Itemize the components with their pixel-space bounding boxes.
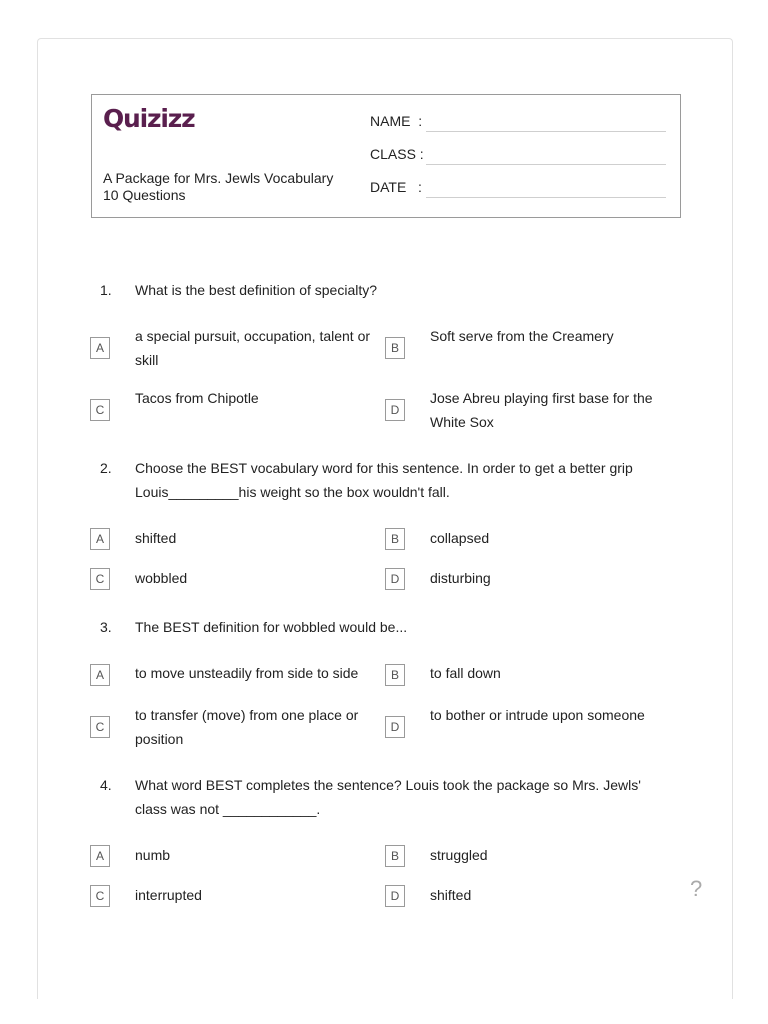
question-number: 2. [100, 460, 112, 476]
option-letter-c: C [90, 716, 110, 738]
question-number: 3. [100, 619, 112, 635]
option-text: shifted [135, 530, 177, 546]
option-letter-b: B [385, 337, 405, 359]
option-text: to transfer (move) from one place or position [135, 707, 359, 747]
question-text: Choose the BEST vocabulary word for this sentence. In order to get a better grip Louis_________his weight so the box wouldn't fall. [135, 460, 633, 500]
option-letter-a: A [90, 664, 110, 686]
name-label: NAME : [370, 113, 423, 129]
name-field [370, 113, 426, 129]
option-letter-d: D [385, 885, 405, 907]
quizizz-logo: Quizizz [103, 104, 195, 133]
option-text: shifted [430, 887, 472, 903]
option-text: wobbled [135, 570, 188, 586]
quiz-title: A Package for Mrs. Jewls Vocabulary [103, 170, 334, 186]
class-label: CLASS : [370, 146, 424, 162]
option-letter-b: B [385, 664, 405, 686]
option-letter-b: B [385, 845, 405, 867]
date-field [370, 179, 426, 195]
option-text: to fall down [430, 665, 501, 681]
class-line [426, 164, 666, 165]
option-letter-d: D [385, 399, 405, 421]
help-icon[interactable]: ? [690, 876, 703, 901]
option-letter-a: A [90, 528, 110, 550]
question-number: 1. [100, 282, 112, 298]
option-text: Jose Abreu playing first base for the White Sox [430, 390, 653, 430]
question-count: 10 Questions [103, 187, 186, 203]
option-letter-a: A [90, 337, 110, 359]
option-text: Soft serve from the Creamery [430, 328, 614, 344]
option-letter-d: D [385, 716, 405, 738]
option-text: disturbing [430, 570, 491, 586]
option-text: interrupted [135, 887, 202, 903]
option-text: Tacos from Chipotle [135, 390, 259, 406]
date-label: DATE : [370, 179, 422, 195]
option-text: to move unsteadily from side to side [135, 665, 359, 681]
name-line [426, 131, 666, 132]
option-text: a special pursuit, occupation, talent or skill [135, 328, 371, 368]
worksheet-header [91, 94, 681, 218]
question-text: What is the best definition of specialty? [135, 282, 378, 298]
option-letter-b: B [385, 528, 405, 550]
question-text: The BEST definition for wobbled would be... [135, 619, 408, 635]
option-letter-c: C [90, 568, 110, 590]
option-letter-c: C [90, 399, 110, 421]
question-text: What word BEST completes the sentence? Louis took the package so Mrs. Jewls' class was not ____________. [135, 777, 641, 817]
date-line [426, 197, 666, 198]
question-number: 4. [100, 777, 112, 793]
option-text: struggled [430, 847, 488, 863]
class-field [370, 146, 426, 162]
option-text: collapsed [430, 530, 490, 546]
option-text: to bother or intrude upon someone [430, 707, 645, 723]
option-letter-a: A [90, 845, 110, 867]
option-letter-d: D [385, 568, 405, 590]
option-letter-c: C [90, 885, 110, 907]
option-text: numb [135, 847, 171, 863]
